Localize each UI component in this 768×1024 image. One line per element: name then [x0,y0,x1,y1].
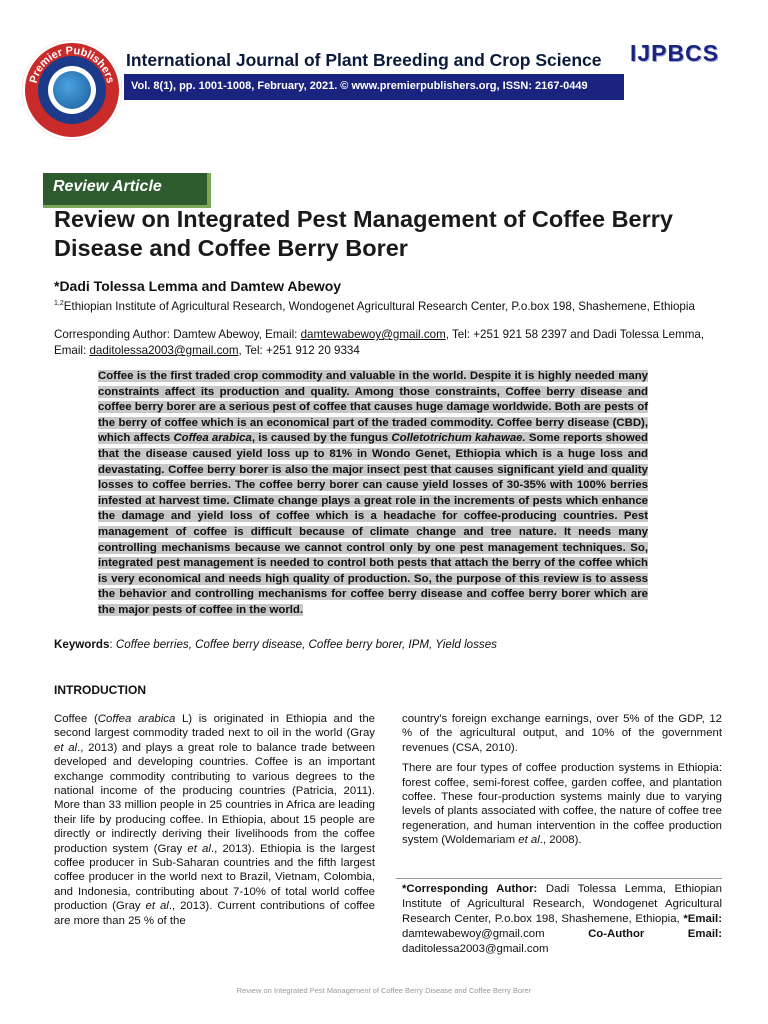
intro-text: L) is originated in Ethiopia and the second largest commodity traded next to oil in the world (Gray [54,713,376,740]
corr-suffix: , Tel: +251 912 20 9334 [238,344,360,357]
intro-italic: Coffea arabica [97,713,176,725]
journal-info: Vol. 8(1), pp. 1001-1008, February, 2021. © www.premierpublishers.org, ISSN: 2167-0449 [131,80,588,92]
journal-title: International Journal of Plant Breeding and Crop Science [126,50,602,70]
article-title: Review on Integrated Pest Management of Coffee Berry Disease and Coffee Berry Borer [54,206,673,261]
abstract-italic-2: Colletotrichum kahawae. [391,432,526,445]
corresponding-author-box-text [402,882,722,957]
corr-box-text: damtewabewoy@gmail.com [402,928,589,940]
intro-paragraph [402,761,722,847]
svg-text:Premier Publishers: Premier Publishers [27,44,117,85]
affiliation-sup: 1,2 [54,300,64,307]
abstract-text-3: Some reports showed that the disease caused yield loss up to 81% in Wondo Genet, Ethiopia which is a huge loss and devastating. Coffee berry borer is also the major insect pest that causes significant yield and quality losses to coffee berries. The coffee berry borer can cause yield losses of 30-35% with 100% berries infested at harvest time. Climate change plays a great role in the increments of pests which enhance the damage and yield loss of coffee which is a headache for coffee-producing countries. Pest management of coffee is difficult because of climate change and tree nature. It needs many controlling mechanisms because we cannot control only by one pest management techniques. So, integrated pest management is needed to control both pests that attach the berry of the coffee which is very economical and needs high quality of production. So, the purpose of this review is to assess the behavior and controlling mechanisms for coffee berry disease and coffee berry borer which are the major pests of coffee in the world. [98,432,648,616]
corresponding-author [54,327,734,359]
abstract-text-1: Coffee is the first traded crop commodity and valuable in the world. Despite it is highly needed many constraints affect its production and quality. Among those constraints, Coffee berry disease and coffee berry borer are a serious pest of coffee that causes huge damage worldwide. Both are pests of the berry of coffee which is an economical part of the traded commodity. Coffee berry disease (CBD), which affects [98,370,648,445]
intro-left-column [54,712,375,928]
abstract-italic-1: Coffea arabica [173,432,252,445]
affiliation [54,296,734,315]
section-heading-introduction: INTRODUCTION [54,683,146,697]
affiliation-text: Ethiopian Institute of Agricultural Research, Wondogenet Agricultural Research Center, P.o.box 198, Shashemene, Ethiopia [63,299,695,313]
corr-prefix: Corresponding Author: Damtew Abewoy, Email: [54,328,301,341]
abstract-text-2: , is caused by the fungus [251,432,392,445]
intro-etal: et al [54,741,78,754]
intro-right-column [402,712,722,854]
intro-paragraph: country's foreign exchange earnings, over 5% of the GDP, 12 % of the agricultural output, and 10% of the government revenues (CSA, 2010). [402,713,722,754]
intro-text: There are four types of coffee production systems in Ethiopia: forest coffee, semi-forest coffee, garden coffee, and plantation coffee. These four-production systems mainly due to varying levels of plants associated with coffee, the nature of coffee tree regeneration, and human intervention in the coffee production system (Woldemariam [402,762,722,847]
page-footer: Review on Integrated Pest Management of Coffee Berry Disease and Coffee Berry Borer [236,986,532,995]
intro-text: ., 2013) and plays a great role to balance trade between developed and developing countries. Coffee is an important exchange commodity contributing to various degrees to the national income of the producing countries (Patricia, 2011). More than 33 million people in 25 countries in Africa are leading their life by producing coffee. In Ethiopia, about 15 people are directly or indirectly deriving their livelihoods from the coffee production system (Gray [54,741,376,855]
article-type-label: Review Article [53,178,162,195]
publisher-logo [22,40,122,140]
corr-box-text: daditolessa2003@gmail.com [402,943,549,955]
corr-email-link-1[interactable]: damtewabewoy@gmail.com [300,328,446,341]
keywords-label: Keywords [54,638,110,651]
corr-box-text: Dadi Tolessa Lemma, Ethiopian Institute of Agricultural Research, Wondogenet Agricultural Research Center, P.o.box 198, Shashemene, Ethiopia, [402,883,722,925]
corr-email-link-2[interactable]: daditolessa2003@gmail.com [89,344,239,357]
keywords-colon: : [109,638,116,651]
journal-abbrev: IJPBCS [630,40,720,66]
abstract [98,369,648,619]
intro-text: Coffee ( [54,713,98,725]
keywords [54,638,497,651]
intro-etal: et al [518,834,540,847]
intro-text: ., 2008). [539,834,582,847]
intro-text: ., 2013). Current contributions of coffee are more than 25 % of the [54,900,375,927]
intro-text: ., 2013). Ethiopia is the largest coffee producer in Sub-Saharan countries and the fifth largest coffee producer in the world next to Brazil, Vietnam, Colombia, and Indonesia, contributing about 7-10% of total world coffee production (Gray [54,842,375,913]
corr-mid: , Tel: +251 921 58 2397 and Dadi Tolessa Lemma, Email: [54,328,705,357]
authors: *Dadi Tolessa Lemma and Damtew Abewoy [54,278,342,294]
intro-etal: et al [187,842,211,855]
corr-box-email-label: *Email: [683,913,722,925]
keywords-values: Coffee berries, Coffee berry disease, Coffee berry borer, IPM, Yield losses [115,638,497,651]
intro-etal: et al [145,900,169,913]
corr-box-label: *Corresponding Author: [402,883,538,895]
corr-box-coauthor-label: Co-Author Email: [588,928,722,940]
publisher-logo-text [22,40,122,140]
